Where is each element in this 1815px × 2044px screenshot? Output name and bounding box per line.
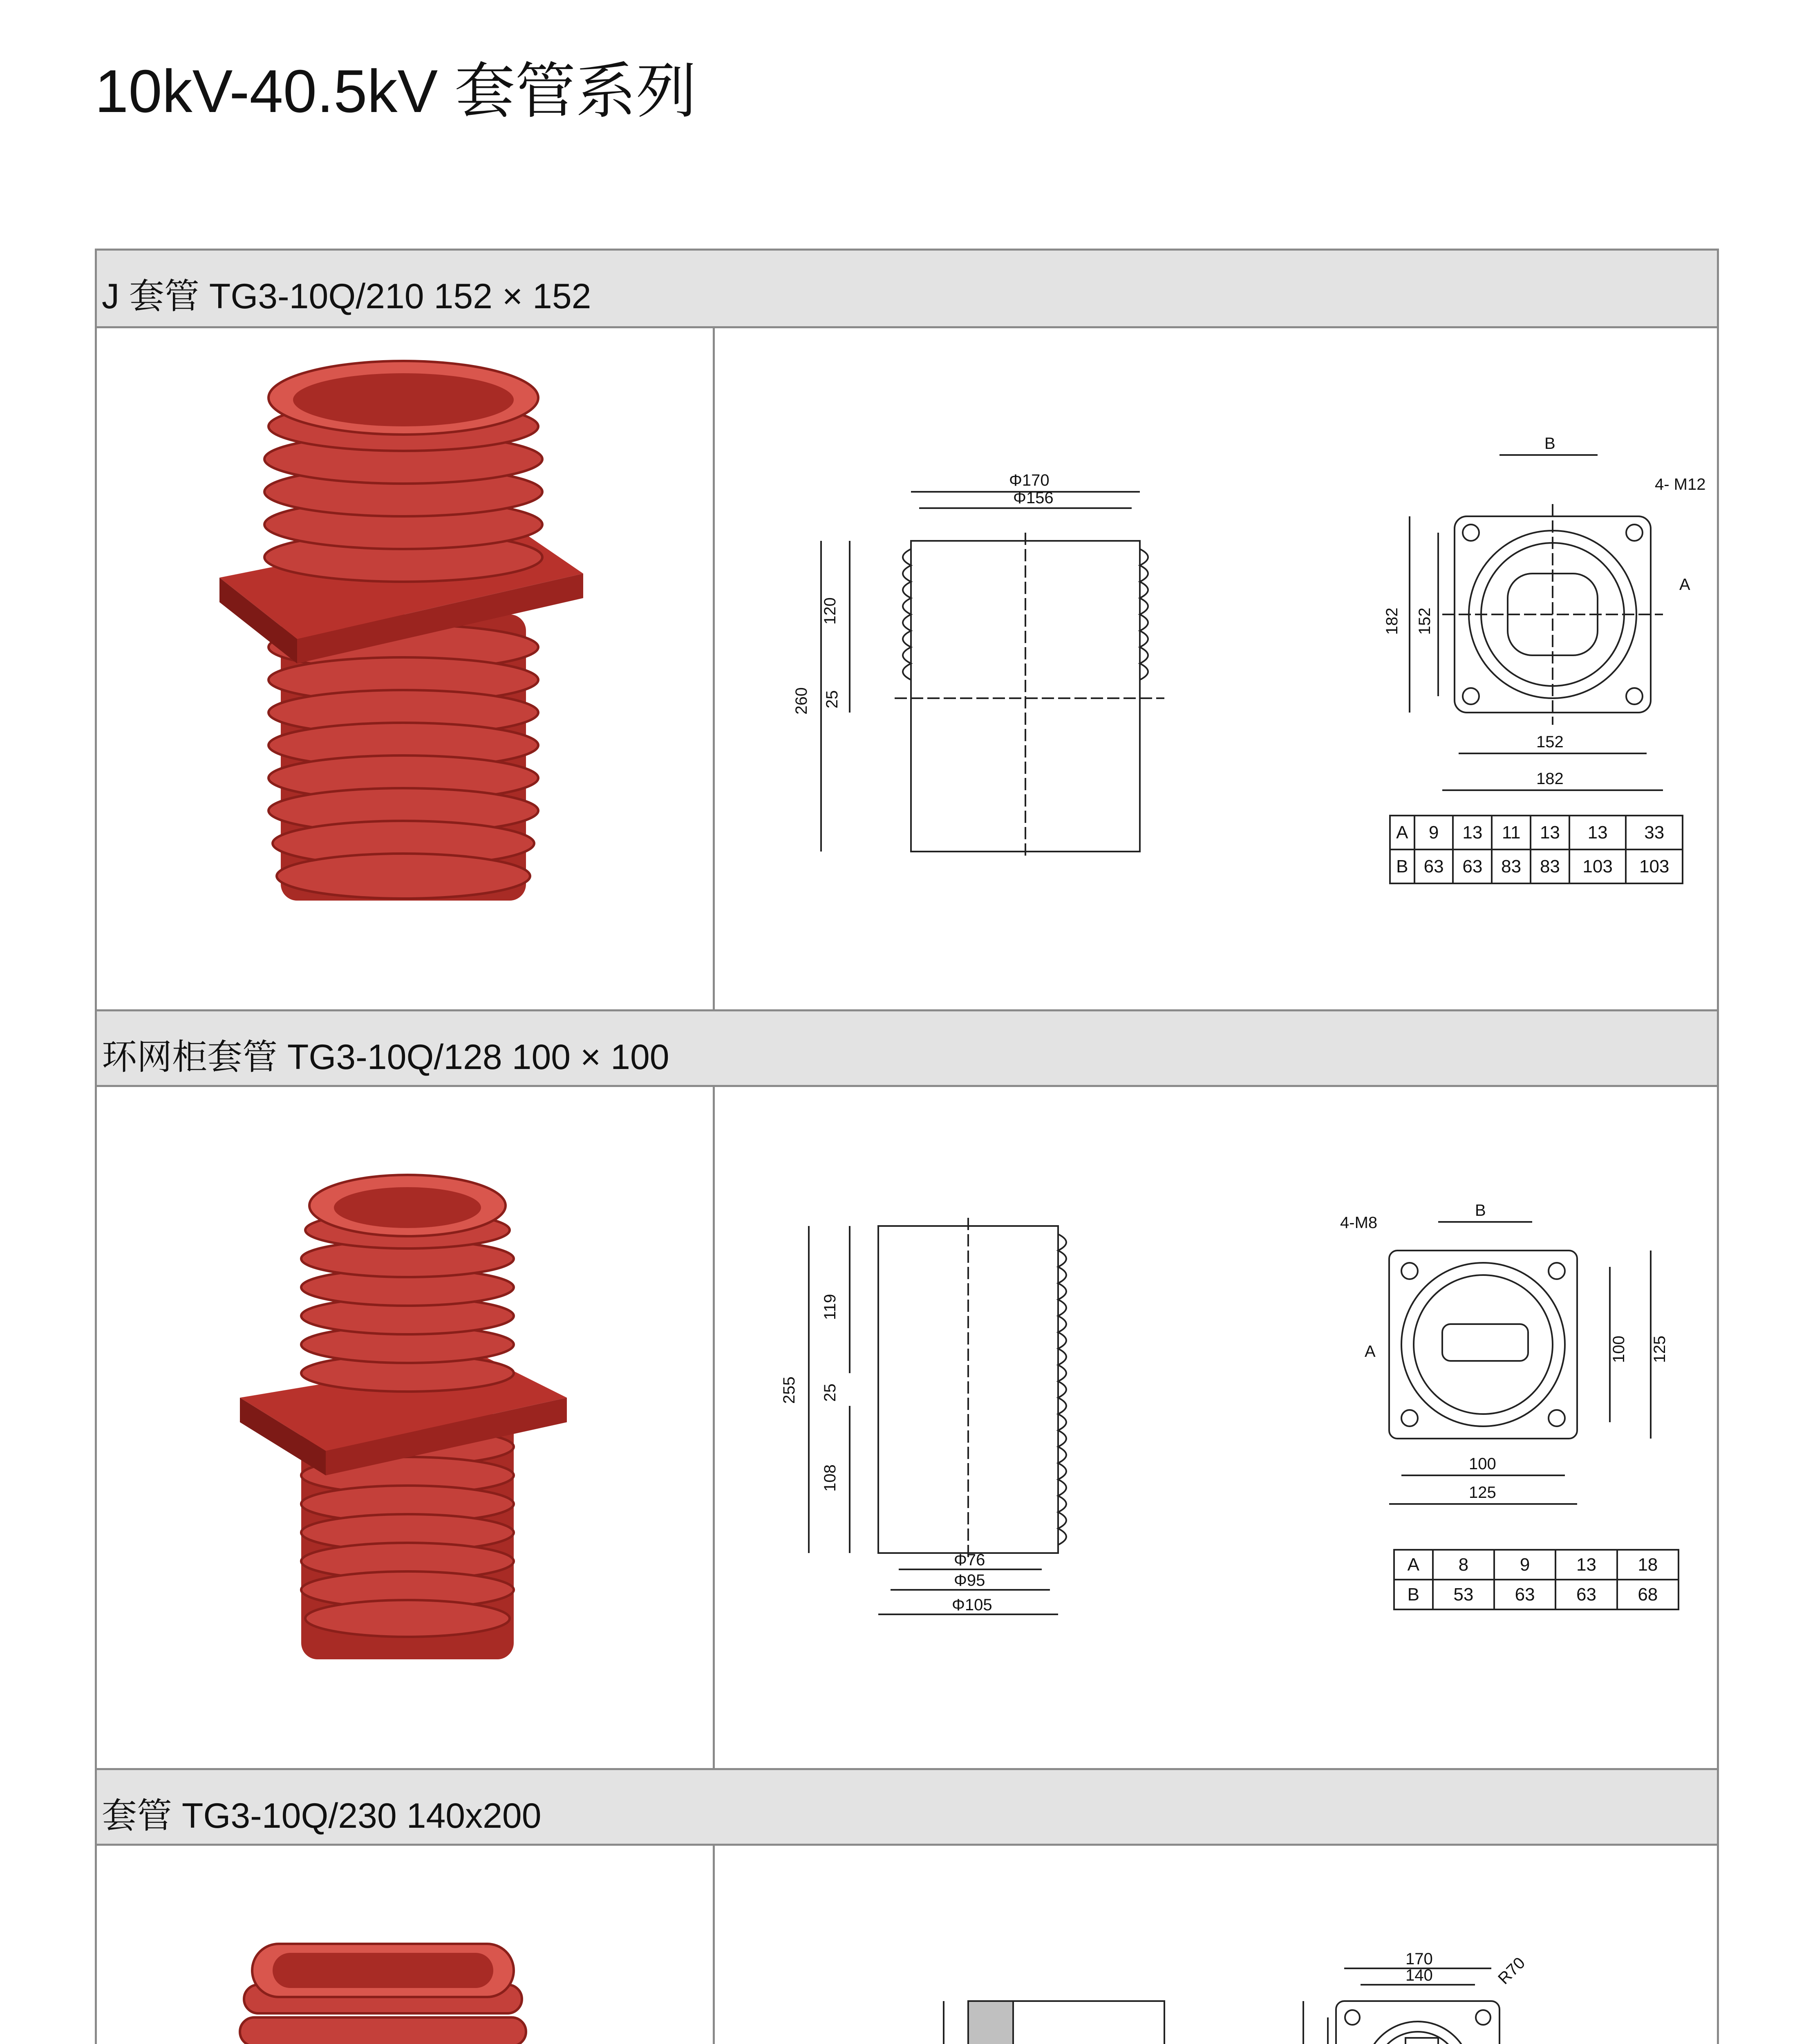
dim-inner-h: 152 <box>1416 607 1434 635</box>
table-cell: 63 <box>1414 849 1453 883</box>
dim-a-label: A <box>1365 1342 1376 1360</box>
dim-w2: 140 <box>1405 1966 1433 1984</box>
product-photo <box>97 1846 715 2044</box>
table-cell: 63 <box>1494 1580 1555 1609</box>
dim-d2: Φ95 <box>954 1571 985 1589</box>
dim-outer-h: 125 <box>1651 1336 1669 1363</box>
dim-outer-dia: Φ170 <box>1009 471 1050 489</box>
dim-r1: R70 <box>1495 1954 1529 1988</box>
table-row <box>1390 849 1683 883</box>
dim-b-label: B <box>1544 435 1555 453</box>
product-photo-cell <box>97 1087 715 1768</box>
table-cell: 13 <box>1569 816 1626 849</box>
dim-inner-w: 152 <box>1536 733 1564 751</box>
dim-upper: 120 <box>821 597 839 625</box>
technical-drawing <box>715 328 1720 1009</box>
dim-height: 260 <box>792 687 810 715</box>
table-cell: 83 <box>1492 849 1531 883</box>
table-cell: 13 <box>1555 1550 1617 1580</box>
product-photo <box>97 1087 715 1768</box>
technical-drawing-cell <box>715 1087 1717 1768</box>
table-cell: A <box>1390 816 1414 849</box>
table-cell: 9 <box>1414 816 1453 849</box>
dim-outer-h: 182 <box>1383 607 1401 635</box>
dim-upper: 119 <box>821 1294 839 1320</box>
table-cell: 13 <box>1531 816 1569 849</box>
dim-outer-w: 182 <box>1536 770 1564 788</box>
section-header <box>97 1768 1717 1846</box>
dim-w1: 170 <box>1405 1950 1433 1968</box>
table-cell: 63 <box>1453 849 1492 883</box>
page-title: 10kV-40.5kV 套管系列 <box>95 58 697 125</box>
spec-table <box>1393 1549 1679 1610</box>
table-cell: 63 <box>1555 1580 1617 1609</box>
dim-height: 255 <box>780 1376 798 1404</box>
table-cell: 68 <box>1617 1580 1678 1609</box>
dim-inner-h: 100 <box>1610 1336 1628 1363</box>
section-j-bushing <box>97 251 1717 1009</box>
table-cell: B <box>1394 1580 1433 1609</box>
table-row <box>1394 1580 1678 1609</box>
dim-outer-w: 125 <box>1469 1484 1496 1502</box>
product-photo-cell <box>97 328 715 1009</box>
dim-lower: 108 <box>821 1464 839 1492</box>
product-photo-cell <box>97 1846 715 2044</box>
section-ring-main-bushing <box>97 1009 1717 1768</box>
table-cell: 83 <box>1531 849 1569 883</box>
table-cell: 103 <box>1626 849 1683 883</box>
dim-mid: 25 <box>821 1383 839 1402</box>
section-heading: 环网柜套管 TG3-10Q/128 100 × 100 <box>102 1038 669 1077</box>
technical-drawing-cell <box>715 1846 1717 2044</box>
technical-drawing <box>715 1087 1720 1768</box>
table-cell: 33 <box>1626 816 1683 849</box>
table-cell: 11 <box>1492 816 1531 849</box>
dim-bolt: 4-M8 <box>1340 1214 1378 1232</box>
table-row <box>1394 1550 1678 1580</box>
table-cell: B <box>1390 849 1414 883</box>
technical-drawing <box>715 1846 1720 2044</box>
table-cell: 53 <box>1433 1580 1494 1609</box>
section-oval-bushing <box>97 1768 1717 2044</box>
table-cell: 9 <box>1494 1550 1555 1580</box>
dim-d1: Φ76 <box>954 1551 985 1569</box>
dim-inner-dia: Φ156 <box>1013 489 1054 507</box>
product-catalog-frame <box>95 249 1719 2044</box>
section-heading: 套管 TG3-10Q/230 140x200 <box>102 1796 542 1836</box>
table-row <box>1390 816 1683 849</box>
product-photo <box>97 328 715 1009</box>
section-header <box>97 251 1717 328</box>
dim-d3: Φ105 <box>952 1596 992 1614</box>
technical-drawing-cell <box>715 328 1717 1009</box>
table-cell: 13 <box>1453 816 1492 849</box>
table-cell: A <box>1394 1550 1433 1580</box>
dim-mid: 25 <box>823 690 841 708</box>
dim-inner-w: 100 <box>1469 1455 1496 1473</box>
table-cell: 103 <box>1569 849 1626 883</box>
dim-b-label: B <box>1475 1201 1486 1219</box>
section-header <box>97 1009 1717 1087</box>
table-cell: 8 <box>1433 1550 1494 1580</box>
dim-bolt: 4- M12 <box>1655 475 1706 493</box>
section-heading: J 套管 TG3-10Q/210 152 × 152 <box>102 277 591 316</box>
table-cell: 18 <box>1617 1550 1678 1580</box>
dim-a-label: A <box>1679 576 1690 594</box>
spec-table <box>1389 815 1683 884</box>
